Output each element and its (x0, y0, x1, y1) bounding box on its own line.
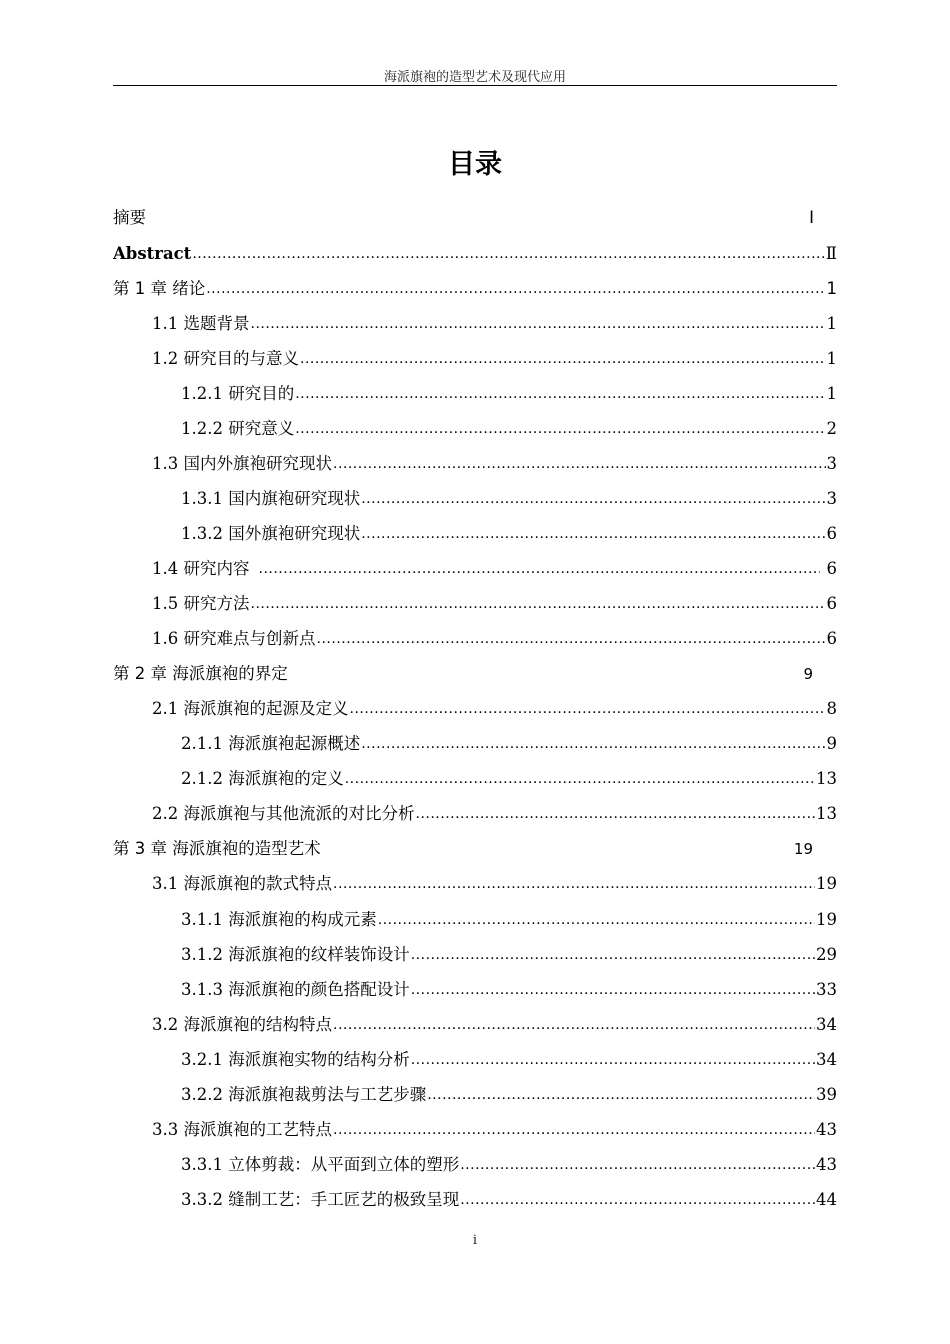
toc-entry-subsection[interactable] (181, 767, 837, 791)
toc-leader-dots (289, 662, 803, 686)
toc-entry-page: 44 (816, 1190, 837, 1209)
toc-entry-label: 1.4 研究内容 (152, 559, 250, 578)
toc-leader-dots (361, 732, 825, 756)
toc-leader-dots (322, 837, 793, 861)
toc-leader-dots (317, 627, 826, 651)
toc-entry-label: 摘要 (113, 208, 146, 227)
toc-entry-page: 29 (816, 945, 837, 964)
toc-entry-subsection[interactable] (181, 943, 837, 967)
toc-leader-dots (411, 978, 815, 1002)
toc-entry-label: Abstract (113, 244, 192, 263)
toc-entry-label: 3.2.2 海派旗袍裁剪法与工艺步骤 (181, 1085, 427, 1104)
toc-leader-dots (361, 522, 825, 546)
toc-entry-section[interactable] (152, 697, 837, 721)
toc-entry-abstract-cn[interactable] (113, 206, 814, 230)
toc-entry-subsection[interactable] (181, 1188, 837, 1212)
toc-entry-page: 13 (816, 769, 837, 788)
toc-entry-label: 3.1.1 海派旗袍的构成元素 (181, 910, 377, 929)
toc-entry-page: 43 (816, 1155, 837, 1174)
toc-entry-label: 3.3.2 缝制工艺：手工匠艺的极致呈现 (181, 1190, 460, 1209)
toc-entry-label: 2.1.2 海派旗袍的定义 (181, 769, 344, 788)
toc-entry-label: 3.1.3 海派旗袍的颜色搭配设计 (181, 980, 410, 999)
toc-entry-subsection[interactable] (181, 908, 837, 932)
header-divider (113, 85, 837, 86)
toc-entry-chapter-1[interactable] (113, 277, 837, 301)
toc-entry-label: 1.3 国内外旗袍研究现状 (152, 454, 332, 473)
toc-entry-label: 1.3.1 国内旗袍研究现状 (181, 489, 361, 508)
toc-leader-dots (350, 697, 826, 721)
toc-entry-label: 2.1.1 海派旗袍起源概述 (181, 734, 361, 753)
toc-entry-label: 3.3 海派旗袍的工艺特点 (152, 1120, 332, 1139)
toc-entry-page: 1 (826, 349, 837, 368)
toc-leader-dots (333, 452, 826, 476)
toc-entry-abstract-en[interactable] (113, 242, 837, 266)
toc-entry-page: Ⅰ (809, 208, 814, 227)
page-title: 目录 (448, 149, 502, 180)
toc-entry-label: 1.2.1 研究目的 (181, 384, 295, 403)
toc-entry-label: 3.2.1 海派旗袍实物的结构分析 (181, 1050, 410, 1069)
toc-entry-section[interactable] (152, 1013, 837, 1037)
toc-entry-label: 2.1 海派旗袍的起源及定义 (152, 699, 349, 718)
toc-entry-subsection[interactable] (181, 978, 837, 1002)
toc-entry-page: 34 (816, 1015, 837, 1034)
toc-leader-dots (300, 347, 826, 371)
toc-leader-dots (147, 206, 808, 230)
toc-entry-section[interactable] (152, 452, 837, 476)
toc-leader-dots (361, 487, 825, 511)
toc-entry-subsection[interactable] (181, 1048, 837, 1072)
toc-entry-label: 1.6 研究难点与创新点 (152, 629, 316, 648)
toc-entry-page: 34 (816, 1050, 837, 1069)
toc-leader-dots (251, 312, 826, 336)
toc-leader-dots (251, 592, 826, 616)
toc-entry-section[interactable] (152, 627, 837, 651)
toc-entry-page: 13 (816, 804, 837, 823)
toc-entry-label: 第 3 章 海派旗袍的造型艺术 (113, 839, 321, 858)
toc-leader-dots (411, 1048, 815, 1072)
toc-leader-dots (427, 1083, 815, 1107)
toc-entry-subsection[interactable] (181, 732, 837, 756)
toc-entry-label: 1.5 研究方法 (152, 594, 250, 613)
toc-entry-section[interactable] (152, 592, 837, 616)
toc-leader-dots (206, 277, 825, 301)
toc-leader-dots (333, 1118, 815, 1142)
toc-entry-section[interactable] (152, 347, 837, 371)
toc-entry-page: 6 (826, 559, 837, 578)
toc-entry-label: 第 2 章 海派旗袍的界定 (113, 664, 288, 683)
toc-entry-page: Ⅱ (825, 244, 837, 263)
toc-entry-label: 1.2.2 研究意义 (181, 419, 295, 438)
toc-entry-page: 43 (816, 1120, 837, 1139)
toc-entry-subsection[interactable] (181, 382, 837, 406)
toc-entry-label: 3.2 海派旗袍的结构特点 (152, 1015, 332, 1034)
running-header: 海派旗袍的造型艺术及现代应用 (383, 70, 566, 85)
toc-entry-page: 19 (816, 874, 837, 893)
toc-leader-dots (295, 417, 825, 441)
toc-entry-section[interactable] (152, 557, 837, 581)
toc-entry-chapter-3[interactable] (113, 837, 813, 861)
toc-entry-page: 2 (826, 419, 837, 438)
toc-leader-dots (192, 242, 824, 266)
toc-entry-page: 1 (826, 314, 837, 333)
toc-entry-subsection[interactable] (181, 522, 837, 546)
toc-leader-dots (411, 943, 815, 967)
toc-entry-page: 6 (826, 594, 837, 613)
toc-entry-label: 第 1 章 绪论 (113, 279, 206, 298)
toc-entry-chapter-2[interactable] (113, 662, 813, 686)
toc-leader-dots (345, 767, 815, 791)
toc-entry-page: 39 (816, 1085, 837, 1104)
toc-entry-section[interactable] (152, 872, 837, 896)
toc-entry-label: 3.3.1 立体剪裁：从平面到立体的塑形 (181, 1155, 460, 1174)
toc-entry-subsection[interactable] (181, 1153, 837, 1177)
toc-entry-page: 9 (803, 665, 813, 683)
toc-entry-page: 6 (826, 629, 837, 648)
toc-leader-dots (378, 908, 815, 932)
toc-entry-page: 8 (826, 699, 837, 718)
page-number: i (472, 1233, 478, 1248)
toc-entry-label: 1.1 选题背景 (152, 314, 250, 333)
toc-leader-dots (295, 382, 825, 406)
toc-entry-page: 3 (826, 489, 837, 508)
toc-entry-page: 9 (826, 734, 837, 753)
toc-entry-label: 1.2 研究目的与意义 (152, 349, 299, 368)
toc-entry-subsection[interactable] (181, 1083, 837, 1107)
toc-leader-dots (333, 1013, 815, 1037)
toc-leader-dots (460, 1188, 815, 1212)
toc-leader-dots (416, 802, 816, 826)
toc-entry-label: 2.2 海派旗袍与其他流派的对比分析 (152, 804, 415, 823)
toc-entry-section[interactable] (152, 802, 837, 826)
toc-entry-subsection[interactable] (181, 487, 837, 511)
toc-entry-page: 1 (826, 279, 837, 298)
toc-entry-label: 1.3.2 国外旗袍研究现状 (181, 524, 361, 543)
toc-entry-page: 19 (816, 910, 837, 929)
toc-entry-page: 3 (826, 454, 837, 473)
toc-entry-page: 6 (826, 524, 837, 543)
toc-entry-page: 19 (793, 840, 813, 858)
toc-leader-dots (259, 557, 820, 581)
toc-entry-section[interactable] (152, 312, 837, 336)
toc-leader-dots (460, 1153, 815, 1177)
toc-entry-page: 1 (826, 384, 837, 403)
toc-entry-page: 33 (816, 980, 837, 999)
toc-entry-label: 3.1.2 海派旗袍的纹样装饰设计 (181, 945, 410, 964)
toc-leader-dots (333, 872, 815, 896)
toc-entry-label: 3.1 海派旗袍的款式特点 (152, 874, 332, 893)
toc-entry-section[interactable] (152, 1118, 837, 1142)
toc-entry-subsection[interactable] (181, 417, 837, 441)
